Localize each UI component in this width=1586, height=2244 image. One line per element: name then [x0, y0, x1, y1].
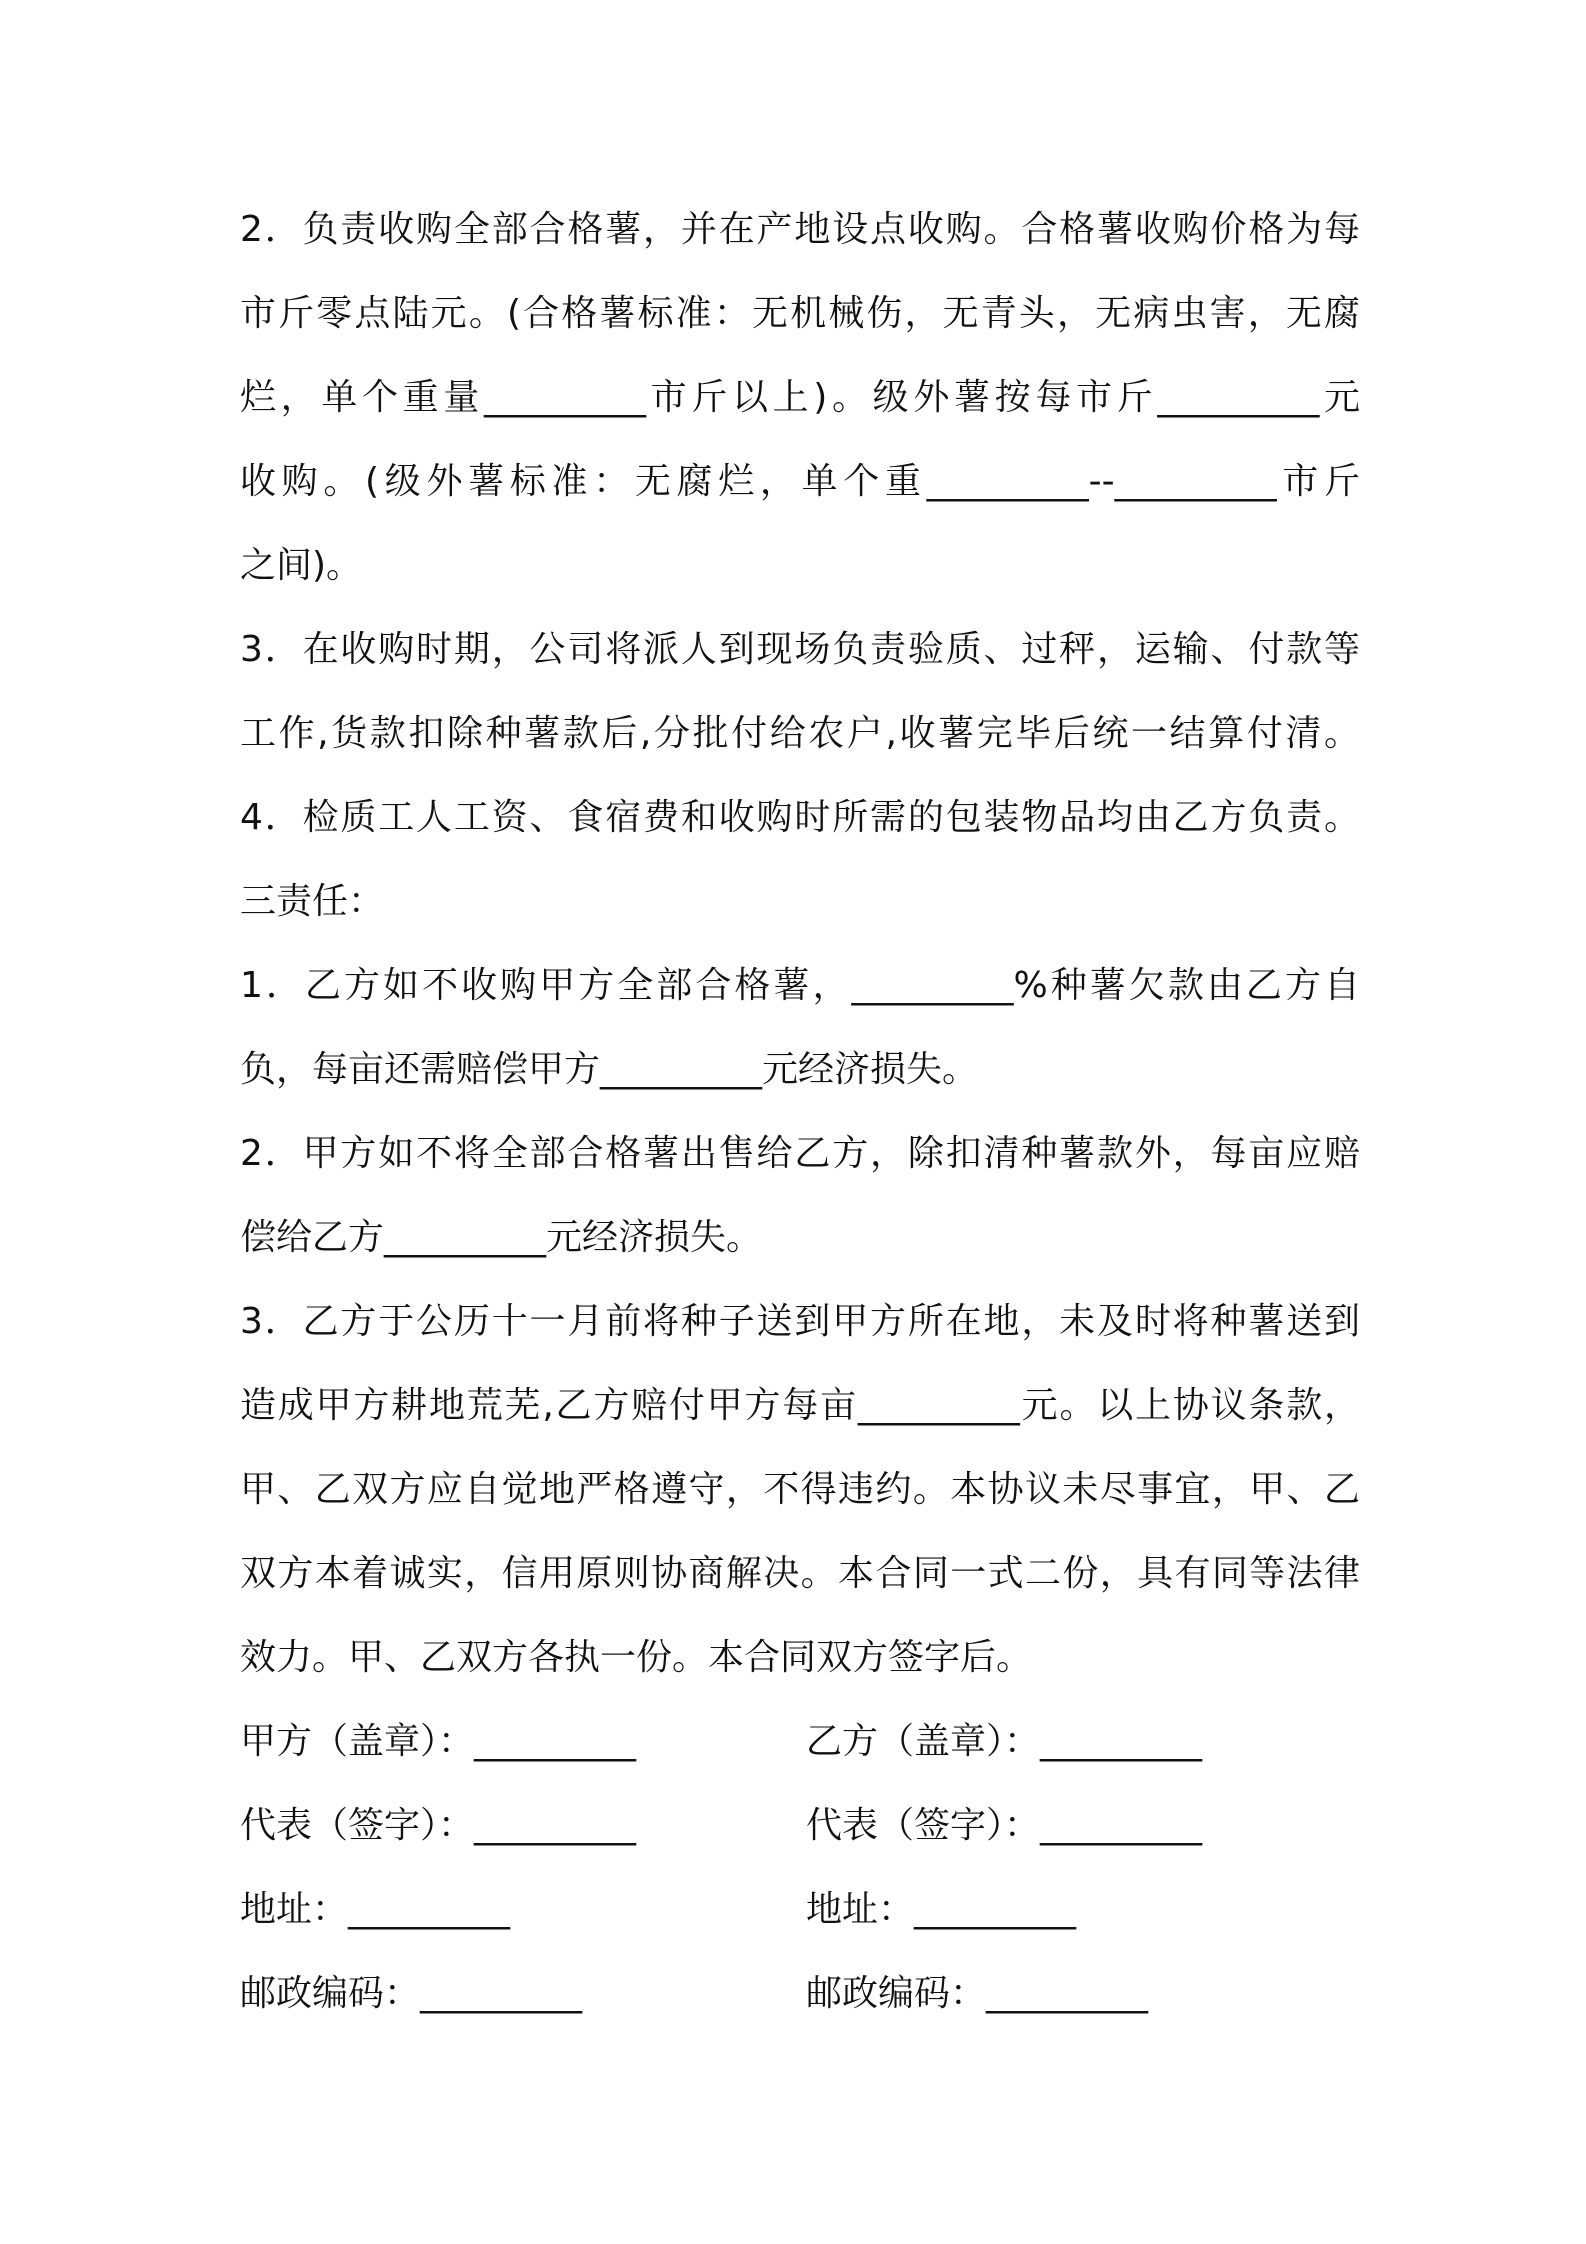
- responsibility-3-line-4: 双方本着诚实，信用原则协商解决。本合同一式二份，具有同等法律: [240, 1553, 1360, 1594]
- responsibility-3-line-1: 3．乙方于公历十一月前将种子送到甲方所在地，未及时将种薯送到: [240, 1301, 1360, 1342]
- responsibility-3-line-2: 造成甲方耕地荒芜,乙方赔付甲方每亩_________元。以上协议条款，: [240, 1385, 1360, 1426]
- responsibility-1-line-2: 负，每亩还需赔偿甲方_________元经济损失。: [240, 1049, 979, 1090]
- responsibility-2-line-2: 偿给乙方_________元经济损失。: [240, 1217, 763, 1258]
- responsibility-3-line-3: 甲、乙双方应自觉地严格遵守，不得违约。本协议未尽事宜，甲、乙: [240, 1469, 1360, 1510]
- clause-3-line-1: 3．在收购时期，公司将派人到现场负责验质、过秤，运输、付款等: [240, 629, 1360, 670]
- party-b-postcode-field: 邮政编码：_________: [806, 1973, 1149, 2014]
- party-a-postcode-field: 邮政编码：_________: [240, 1973, 583, 2014]
- section-heading-responsibility: 三责任：: [240, 881, 385, 922]
- clause-2-line-2: 市斤零点陆元。(合格薯标准：无机械伤，无青头，无病虫害，无腐: [240, 293, 1360, 334]
- responsibility-3-line-5: 效力。甲、乙双方各执一份。本合同双方签字后。: [240, 1637, 1033, 1678]
- clause-2-line-3: 烂，单个重量_________市斤以上)。级外薯按每市斤_________元: [240, 377, 1360, 418]
- party-b-address-field: 地址：_________: [806, 1889, 1077, 1930]
- clause-2-line-5: 之间)。: [240, 545, 363, 586]
- party-a-address-field: 地址：_________: [240, 1889, 511, 1930]
- responsibility-2-line-1: 2．甲方如不将全部合格薯出售给乙方，除扣清种薯款外，每亩应赔: [240, 1133, 1360, 1174]
- clause-3-line-2: 工作,货款扣除种薯款后,分批付给农户,收薯完毕后统一结算付清。: [240, 713, 1360, 754]
- party-b-seal-field: 乙方（盖章）：_________: [806, 1721, 1203, 1762]
- clause-4-line-1: 4．检质工人工资、食宿费和收购时所需的包装物品均由乙方负责。: [240, 797, 1360, 838]
- party-a-representative-field: 代表（签字）：_________: [240, 1805, 637, 1846]
- responsibility-1-line-1: 1．乙方如不收购甲方全部合格薯，_________%种薯欠款由乙方自: [240, 965, 1360, 1006]
- party-b-representative-field: 代表（签字）：_________: [806, 1805, 1203, 1846]
- clause-2-line-1: 2．负责收购全部合格薯，并在产地设点收购。合格薯收购价格为每: [240, 209, 1360, 250]
- clause-2-line-4: 收购。(级外薯标准：无腐烂，单个重_________--_________市斤: [240, 461, 1360, 502]
- party-a-seal-field: 甲方（盖章）：_________: [240, 1721, 637, 1762]
